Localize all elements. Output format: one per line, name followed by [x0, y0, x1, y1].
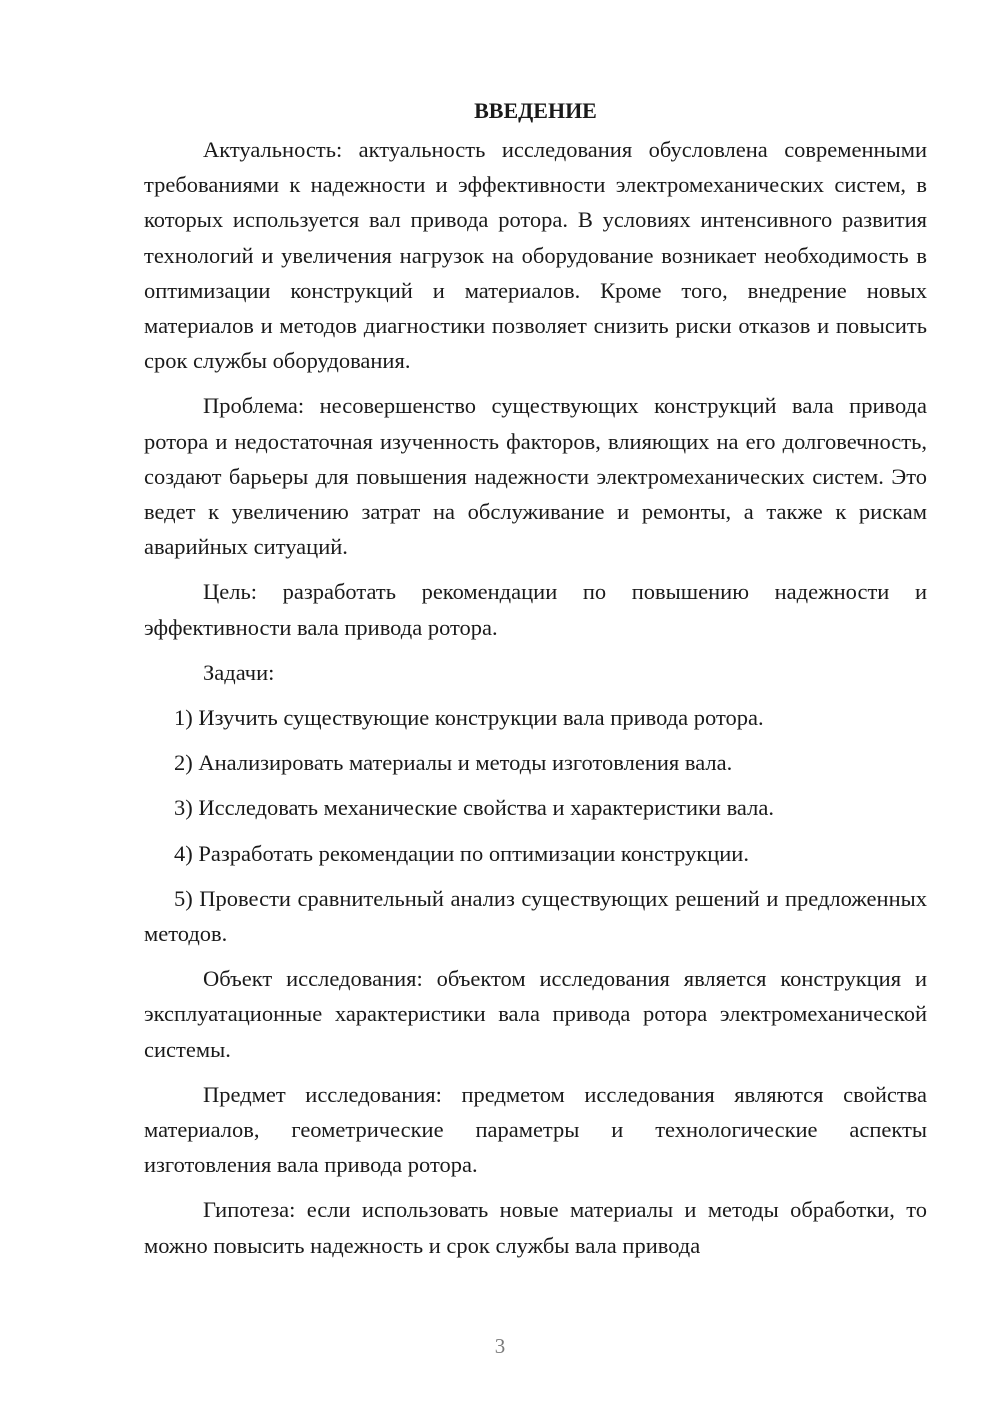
paragraph-object: Объект исследования: объектом исследования является конструкция и эксплуатационные характеристики вала привода ротора электромеханической системы. — [144, 966, 927, 1062]
task-item-4: 4) Разработать рекомендации по оптимизации конструкции. — [174, 840, 749, 866]
task-item-3: 3) Исследовать механические свойства и характеристики вала. — [174, 795, 774, 821]
paragraph-hypothesis: Гипотеза: если использовать новые материалы и методы обработки, то можно повысить надежность и срок службы вала привода — [144, 1197, 927, 1258]
paragraph-problem: Проблема: несовершенство существующих конструкций вала привода ротора и недостаточная изученность факторов, влияющих на его долговечность, создают барьеры для повышения надежности электромеханических систем. Это ведет к увеличению затрат на обслуживание и ремонты, а также к рискам аварийных ситуаций. — [144, 393, 927, 560]
task-item-1: 1) Изучить существующие конструкции вала привода ротора. — [174, 705, 764, 731]
paragraph-subject: Предмет исследования: предметом исследования являются свойства материалов, геометрические параметры и технологические аспекты изготовления вала привода ротора. — [144, 1081, 927, 1178]
task-item-5: 5) Провести сравнительный анализ существующих решений и предложенных методов. — [144, 885, 927, 947]
paragraph-relevance: Актуальность: актуальность исследования обусловлена современными требованиями к надежности и эффективности электромеханических систем, в которых используется вал привода ротора. В условиях интенсивного развития технологий и увеличения нагрузок на оборудование возникает необходимость в оптимизации конструкций и материалов. Кроме того, внедрение новых материалов и методов диагностики позволяет снизить риски отказов и повысить срок службы оборудования. — [144, 137, 927, 374]
task-item-2: 2) Анализировать материалы и методы изготовления вала. — [174, 750, 733, 776]
page-heading: ВВЕДЕНИЕ — [474, 98, 597, 123]
page-number: 3 — [494, 1334, 506, 1358]
paragraph-goal: Цель: разработать рекомендации по повышению надежности и эффективности вала привода ротора. — [144, 579, 927, 640]
tasks-label: Задачи: — [203, 659, 275, 685]
page-content — [144, 96, 927, 1263]
